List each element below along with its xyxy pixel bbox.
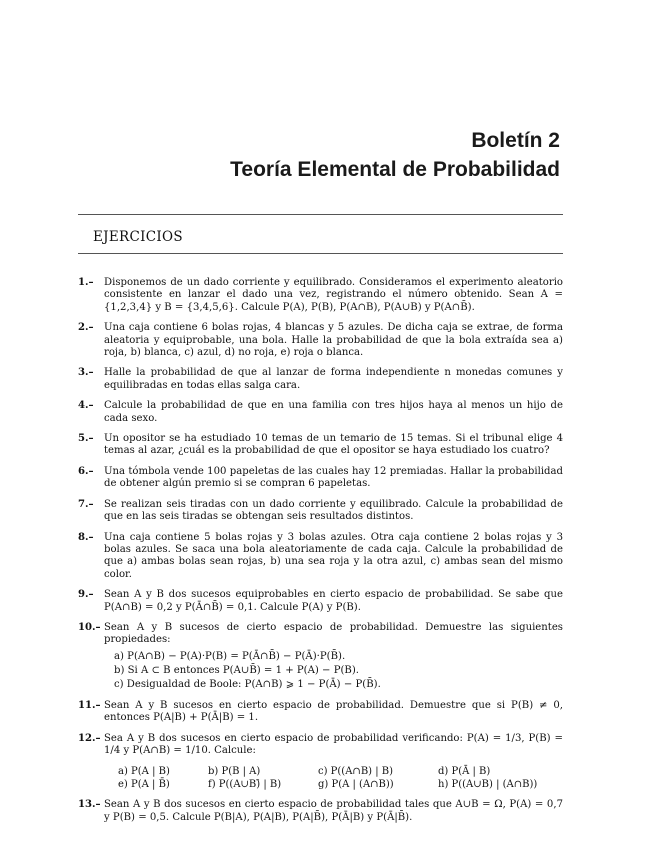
section-title: EJERCICIOS <box>93 229 183 245</box>
page-subtitle: Teoría Elemental de Probabilidad <box>230 158 560 181</box>
exercise-number: 12.– <box>78 732 101 744</box>
exercise-12-grid <box>104 765 563 791</box>
exercise-number: 3.– <box>78 367 94 379</box>
exercise-10-subitems <box>104 650 563 692</box>
bottom-rule <box>78 253 563 254</box>
grid-item-g: g) P(A | (A∩B)) <box>318 779 394 791</box>
grid-item-e: e) P(A | B̄) <box>118 779 170 791</box>
exercise-text: Sean A y B sucesos en cierto espacio de probabilidad. Demuestre que si P(B) ≠ 0, entonces P(A|B) + P(Ā|B) = 1. <box>104 699 563 724</box>
exercise-text: Se realizan seis tiradas con un dado corriente y equilibrado. Calcule la probabilidad de que en las seis tiradas se obtengan seis resultados distintos. <box>104 498 563 523</box>
exercise-number: 10.– <box>78 621 101 633</box>
exercise-8 <box>78 532 563 582</box>
exercise-number: 6.– <box>78 465 94 477</box>
exercise-number: 2.– <box>78 322 94 334</box>
exercise-11 <box>78 700 563 725</box>
exercise-5 <box>78 433 563 458</box>
exercise-4 <box>78 400 563 425</box>
exercise-1 <box>78 277 563 314</box>
exercise-text: Sean A y B sucesos de cierto espacio de probabilidad. Demuestre las siguientes propiedades: <box>104 621 563 646</box>
grid-item-d: d) P(Ā | B) <box>438 766 491 778</box>
grid-item-a: a) P(A | B) <box>118 766 170 778</box>
exercise-number: 9.– <box>78 589 94 601</box>
exercise-text: Una tómbola vende 100 papeletas de las cuales hay 12 premiadas. Hallar la probabilidad de obtener algún premio si se compran 6 papeletas. <box>104 465 563 490</box>
grid-item-c: c) P((A∩B) | B) <box>318 766 394 778</box>
exercise-text: Halle la probabilidad de que al lanzar de forma independiente n monedas comunes y equilibradas en todas ellas salga cara. <box>104 367 563 391</box>
subitem-c: c) Desigualdad de Boole: P(A∩B) ⩾ 1 − P(Ā) − P(B̄). <box>114 678 381 690</box>
grid-item-h: h) P((A∪B) | (A∩B)) <box>438 779 538 791</box>
exercise-9 <box>78 589 563 614</box>
exercise-6 <box>78 466 563 491</box>
exercise-3 <box>78 367 563 392</box>
subitem-a: a) P(A∩B) − P(A)·P(B) = P(Ā∩B̄) − P(Ā)·P(B̄). <box>114 650 346 662</box>
grid-item-b: b) P(B | A) <box>208 766 261 778</box>
exercise-text: Un opositor se ha estudiado 10 temas de un temario de 15 temas. Si el tribunal elige 4 temas al azar, ¿cuál es la probabilidad de que el opositor se haya estudiado los cuatro? <box>104 433 563 457</box>
exercise-10 <box>78 622 563 692</box>
exercise-text: Sean A y B dos sucesos en cierto espacio de probabilidad tales que A∪B = Ω, P(A) = 0,7 y P(B) = 0,5. Calcule P(B|A), P(A|B), P(A|B̄), P(Ā|B) y P(Ā|B̄). <box>104 799 563 823</box>
exercise-number: 13.– <box>78 799 101 811</box>
title-block <box>230 128 560 184</box>
exercise-number: 7.– <box>78 498 94 510</box>
exercise-number: 4.– <box>78 400 94 412</box>
exercise-number: 8.– <box>78 531 94 543</box>
exercise-text: Disponemos de un dado corriente y equilibrado. Consideramos el experimento aleatorio consistente en lanzar el dado una vez, registrando el número obtenido. Sean A = {1,2,3,4} y B = {3,4,5,6}. Calcule P(A), P(B), P(A∩B), P(A∪B) y P(A∩B̄). <box>104 277 563 313</box>
exercise-12 <box>78 733 563 792</box>
exercise-list <box>78 277 563 832</box>
exercise-text: Sea A y B dos sucesos en cierto espacio de probabilidad verificando: P(A) = 1/3, P(B) = 1/4 y P(A∩B) = 1/10. Calcule: <box>104 732 563 756</box>
exercise-number: 1.– <box>78 277 94 288</box>
exercise-number: 11.– <box>78 699 101 711</box>
grid-item-f: f) P((A∪B)̄ | B) <box>208 779 282 791</box>
exercise-text: Sean A y B dos sucesos equiprobables en cierto espacio de probabilidad. Se sabe que P(A∩B) = 0,2 y P(Ā∩B̄) = 0,1. Calcule P(A) y P(B). <box>104 589 563 613</box>
exercise-text: Una caja contiene 6 bolas rojas, 4 blancas y 5 azules. De dicha caja se extrae, de forma aleatoria y equiprobable, una bola. Halle la probabilidad de que la bola extraída sea a) roja, b) blanca, c) azul, d) no roja, e) roja o blanca. <box>104 322 563 359</box>
top-rule <box>78 214 563 215</box>
exercise-text: Una caja contiene 5 bolas rojas y 3 bolas azules. Otra caja contiene 2 bolas rojas y 3 bolas azules. Se saca una bola aleatoriamente de cada caja. Calcule la probabilidad de que a) ambas bolas sean rojas, b) una sea roja y la otra azul, c) ambas sean del mismo color. <box>104 531 563 580</box>
exercise-text: Calcule la probabilidad de que en una familia con tres hijos haya al menos un hijo de cada sexo. <box>104 400 563 424</box>
subitem-b: b) Si A ⊂ B entonces P(A∪B̄) = 1 + P(A) − P(B). <box>114 664 360 676</box>
exercise-7 <box>78 499 563 524</box>
exercise-13 <box>78 799 563 824</box>
page-title: Boletín 2 <box>471 129 560 152</box>
exercise-2 <box>78 322 563 359</box>
exercise-number: 5.– <box>78 433 94 445</box>
